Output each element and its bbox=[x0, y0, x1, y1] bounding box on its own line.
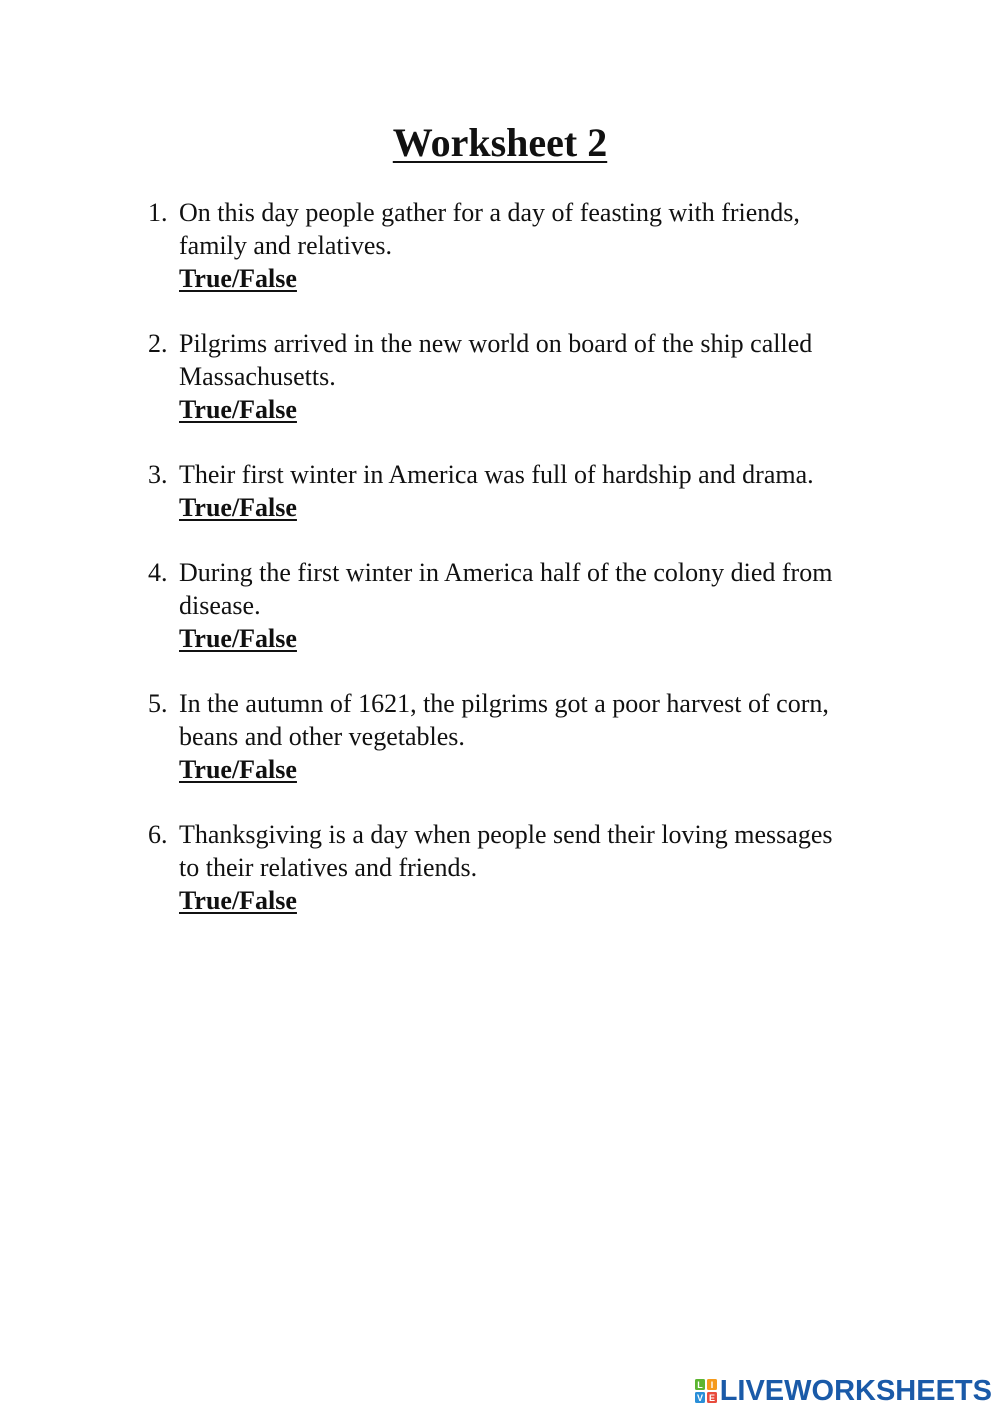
question-number: 1. bbox=[148, 198, 168, 227]
liveworksheets-logo bbox=[694, 1373, 992, 1409]
svg-text:I: I bbox=[710, 1380, 713, 1390]
svg-text:V: V bbox=[696, 1393, 703, 1403]
liveworksheets-logo-text: LIVEWORKSHEETS bbox=[719, 1375, 992, 1407]
true-false-answer[interactable]: True/False bbox=[179, 264, 297, 293]
question-item bbox=[148, 556, 868, 655]
question-number: 3. bbox=[148, 460, 168, 489]
page-title: Worksheet 2 bbox=[392, 120, 608, 165]
question-number: 5. bbox=[148, 689, 168, 718]
svg-text:E: E bbox=[708, 1393, 715, 1403]
question-number: 2. bbox=[148, 329, 168, 358]
true-false-answer[interactable]: True/False bbox=[179, 395, 297, 424]
question-text-line: to their relatives and friends. bbox=[179, 853, 478, 882]
true-false-answer[interactable]: True/False bbox=[179, 493, 297, 522]
svg-text:L: L bbox=[696, 1380, 703, 1390]
question-text-line: beans and other vegetables. bbox=[179, 722, 465, 751]
question-text-line: Their first winter in America was full of hardship and drama. bbox=[179, 460, 814, 489]
question-text-line: Thanksgiving is a day when people send their loving messages bbox=[179, 820, 833, 849]
question-item bbox=[148, 458, 868, 524]
true-false-answer[interactable]: True/False bbox=[179, 624, 297, 653]
question-item bbox=[148, 818, 868, 917]
question-number: 4. bbox=[148, 558, 168, 587]
question-item bbox=[148, 327, 868, 426]
question-text-line: family and relatives. bbox=[179, 231, 392, 260]
question-text-line: Massachusetts. bbox=[179, 362, 336, 391]
question-text-line: In the autumn of 1621, the pilgrims got a poor harvest of corn, bbox=[179, 689, 829, 718]
true-false-answer[interactable]: True/False bbox=[179, 755, 297, 784]
question-text-line: On this day people gather for a day of feasting with friends, bbox=[179, 198, 800, 227]
question-item bbox=[148, 196, 868, 295]
question-item bbox=[148, 687, 868, 786]
question-number: 6. bbox=[148, 820, 168, 849]
liveworksheets-logo-icon bbox=[694, 1377, 718, 1405]
question-text-line: disease. bbox=[179, 591, 261, 620]
true-false-answer[interactable]: True/False bbox=[179, 886, 297, 915]
question-text-line: During the first winter in America half of the colony died from bbox=[179, 558, 833, 587]
question-text-line: Pilgrims arrived in the new world on board of the ship called bbox=[179, 329, 813, 358]
